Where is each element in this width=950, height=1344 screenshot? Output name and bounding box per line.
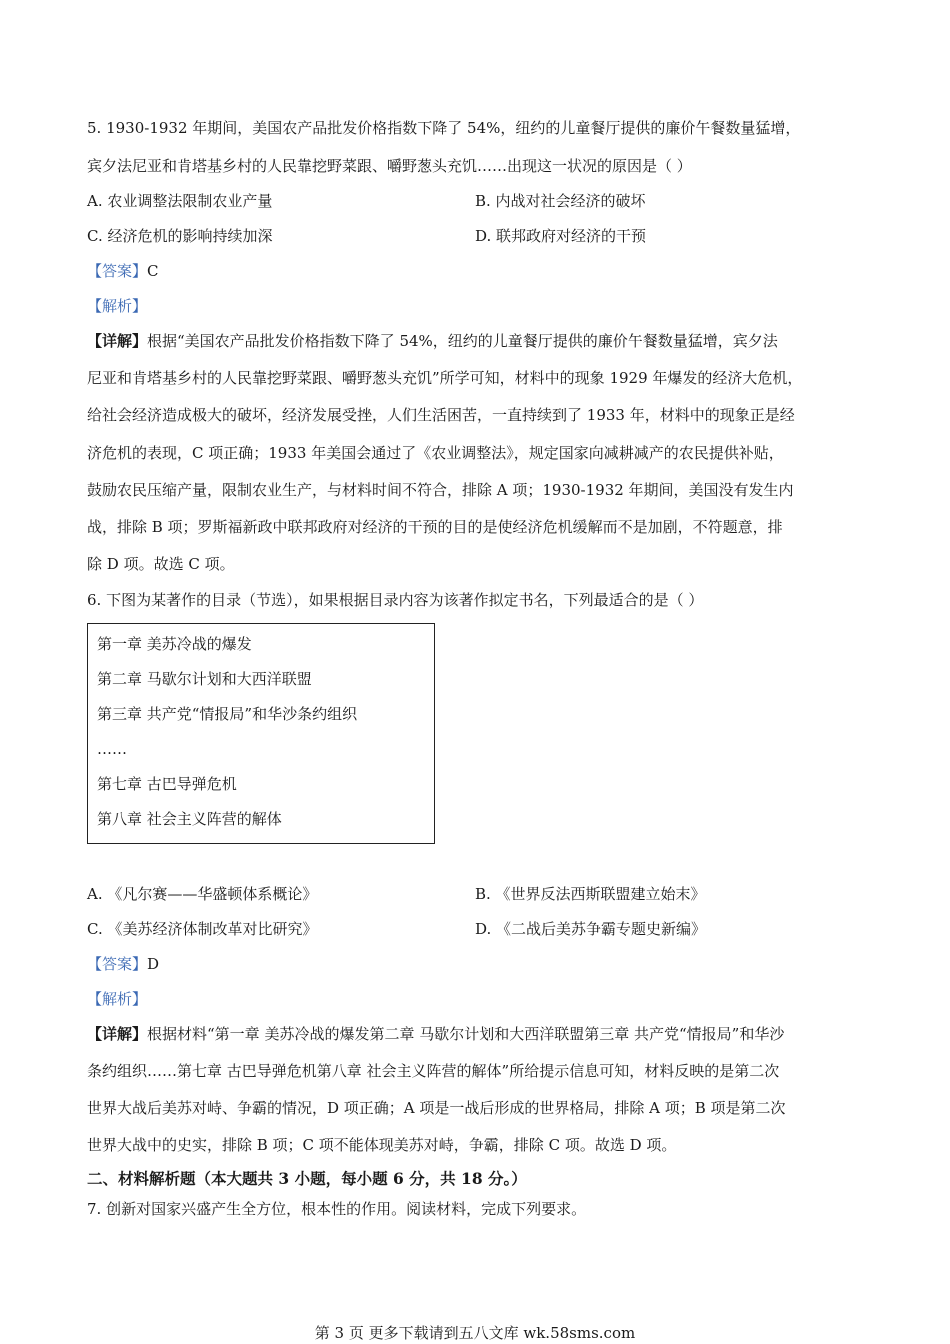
q6-answer-label: 【答案】	[87, 955, 148, 973]
q6-detail-line: 世界大战后美苏对峙、争霸的情况，D 项正确；A 项是一战后形成的世界格局，排除 A 项；B 项是第二次	[87, 1099, 786, 1117]
toc-entry: 第七章 古巴导弹危机	[97, 775, 237, 793]
section-title: 二、材料解析题（本大题共 3 小题，每小题 6 分，共 18 分。）	[87, 1169, 527, 1188]
toc-entry: 第一章 美苏冷战的爆发	[97, 635, 252, 653]
q6-option-b: B. 《世界反法西斯联盟建立始末》	[475, 885, 706, 903]
q5-answer	[87, 261, 159, 281]
q5-detail-line: 尼亚和肯塔基乡村的人民靠挖野菜跟、嚼野葱头充饥”所学可知，材料中的现象 1929 年爆发的经济大危机，	[87, 369, 803, 387]
q7-stem: 7. 创新对国家兴盛产生全方位，根本性的作用。阅读材料，完成下列要求。	[87, 1200, 587, 1218]
q5-detail-line: 济危机的表现，C 项正确；1933 年美国会通过了《农业调整法》，规定国家向减耕减产的农民提供补贴，	[87, 444, 784, 462]
q6-detail-label: 【详解】	[87, 1025, 148, 1043]
q5-detail-label: 【详解】	[87, 332, 148, 350]
q5-answer-label: 【答案】	[87, 262, 148, 280]
q6-stem: 6. 下图为某著作的目录（节选），如果根据目录内容为该著作拟定书名，下列最适合的是（ ）	[87, 591, 704, 609]
q5-detail-line: 鼓励农民压缩产量，限制农业生产，与材料时间不符合，排除 A 项；1930-1932 年期间，美国没有发生内	[87, 481, 794, 499]
q6-detail-line	[87, 1024, 784, 1044]
q6-detail-text: 根据材料“第一章 美苏冷战的爆发第二章 马歇尔计划和大西洋联盟第三章 共产党“情报局”和华沙	[147, 1025, 785, 1043]
q5-answer-value: C	[147, 262, 159, 280]
q5-option-c: C. 经济危机的影响持续加深	[87, 227, 273, 245]
q5-detail-line	[87, 331, 778, 351]
q5-analysis-label: 【解析】	[87, 297, 148, 315]
toc-entry: 第三章 共产党“情报局”和华沙条约组织	[97, 705, 358, 723]
q6-answer	[87, 954, 159, 974]
q5-option-b: B. 内战对社会经济的破坏	[475, 192, 646, 210]
q5-stem-line2: 宾夕法尼亚和肯塔基乡村的人民靠挖野菜跟、嚼野葱头充饥……出现这一状况的原因是（ ）	[87, 157, 692, 175]
q6-detail-line: 条约组织……第七章 古巴导弹危机第八章 社会主义阵营的解体”所给提示信息可知，材料反映的是第二次	[87, 1062, 780, 1080]
q6-analysis-label: 【解析】	[87, 990, 148, 1008]
toc-entry: 第二章 马歇尔计划和大西洋联盟	[97, 670, 312, 688]
q5-detail-line: 给社会经济造成极大的破坏，经济发展受挫，人们生活困苦，一直持续到了 1933 年，材料中的现象正是经	[87, 406, 795, 424]
q5-detail-line: 除 D 项。故选 C 项。	[87, 555, 235, 573]
q5-stem-line1: 5. 1930-1932 年期间，美国农产品批发价格指数下降了 54%，纽约的儿童餐厅提供的廉价午餐数量猛增，	[87, 119, 801, 137]
page-footer: 第 3 页 更多下载请到五八文库 wk.58sms.com	[314, 1324, 636, 1342]
q6-option-a: A. 《凡尔赛——华盛顿体系概论》	[87, 885, 318, 903]
q6-option-c: C. 《美苏经济体制改革对比研究》	[87, 920, 318, 938]
q6-toc-box	[87, 623, 435, 844]
q6-detail-line: 世界大战中的史实，排除 B 项；C 项不能体现美苏对峙，争霸，排除 C 项。故选 D 项。	[87, 1136, 677, 1154]
q6-option-d: D. 《二战后美苏争霸专题史新编》	[475, 920, 707, 938]
toc-entry: ……	[97, 740, 127, 758]
q5-detail-text: 根据“美国农产品批发价格指数下降了 54%，纽约的儿童餐厅提供的廉价午餐数量猛增，宾夕法	[147, 332, 778, 350]
q5-option-d: D. 联邦政府对经济的干预	[475, 227, 647, 245]
q5-option-a: A. 农业调整法限制农业产量	[87, 192, 273, 210]
q5-detail-line: 战，排除 B 项；罗斯福新政中联邦政府对经济的干预的目的是使经济危机缓解而不是加剧，不符题意，排	[87, 518, 783, 536]
toc-entry: 第八章 社会主义阵营的解体	[97, 810, 282, 828]
q6-answer-value: D	[147, 955, 160, 973]
